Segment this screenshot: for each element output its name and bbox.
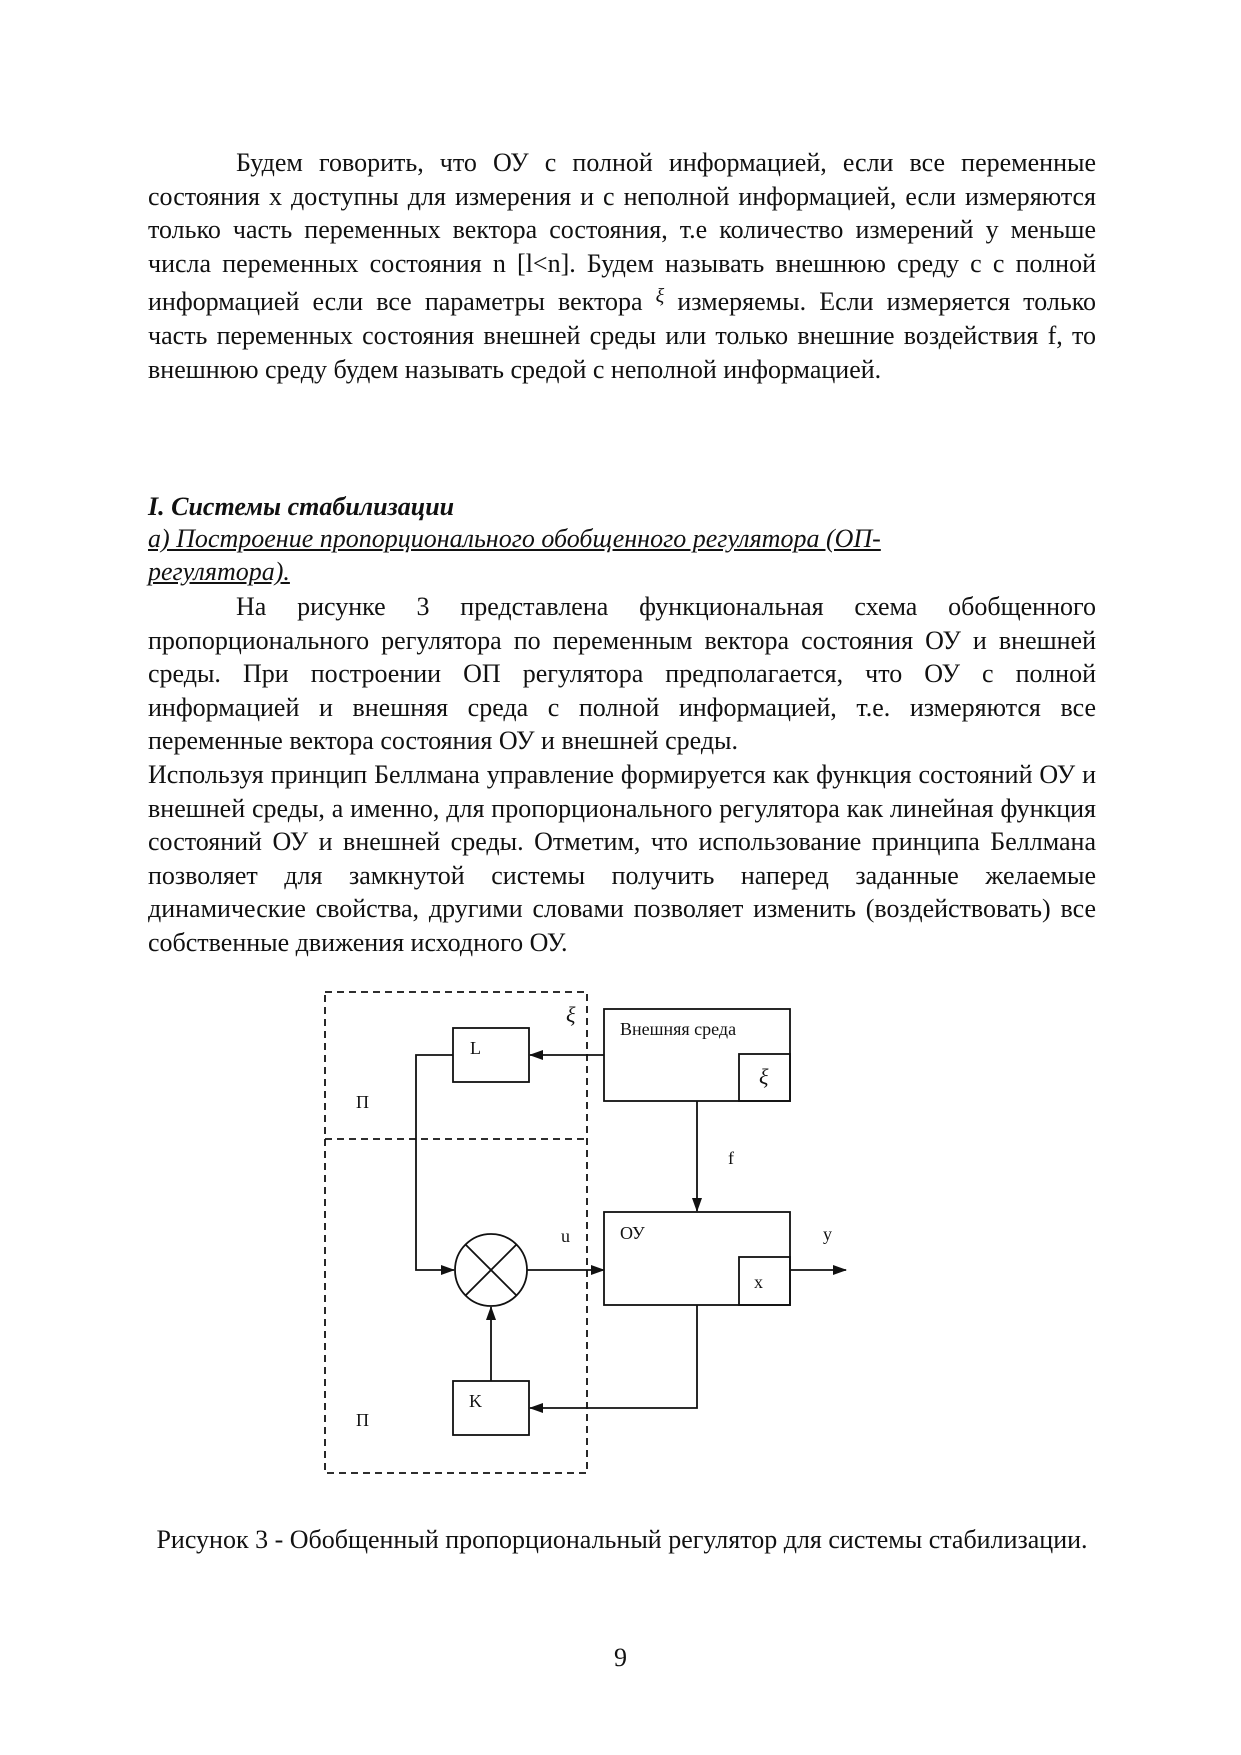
plant-state-box: [739, 1257, 790, 1305]
xi-signal-label: ξ: [566, 1002, 576, 1027]
environment-block: [604, 1009, 790, 1101]
L-block-label: L: [470, 1038, 481, 1058]
regulator-upper-label: П: [356, 1092, 369, 1112]
paragraph-bellman-principle: Используя принцип Беллмана управление формируется как функция состояний ОУ и внешней среды, а именно, для пропорционального регулятора как линейная функция состояний ОУ и внешней среды. Отметим, что использование принципа Беллмана позволяет для замкнутой системы получить наперед заданные желаемые динамические свойства, другими словами позволяет изменить (воздействовать) все собственные движения исходного ОУ.: [148, 759, 1096, 957]
regulator-dashed-boundary: [325, 992, 587, 1473]
plant-state-label: x: [754, 1272, 763, 1292]
regulator-lower-label: П: [356, 1410, 369, 1430]
plant-block: [604, 1212, 790, 1305]
figure-caption: Рисунок 3 - Обобщенный пропорциональный регулятор для системы стабилизации.: [156, 1525, 1088, 1554]
u-label: u: [561, 1226, 570, 1246]
x-feedback-line: [530, 1305, 697, 1408]
paragraph-1-part-1: Будем говорить, что ОУ с полной информацией, если все переменные состояния x доступны для измерения и с неполной информацией, если измеряются только часть переменных вектора состояния, т.е количество измерений y меньше числа переменных состояния n [l<n]. Будем называть внешнюю среду с с полной информацией если все параметры вектора: [148, 148, 1096, 317]
summing-junction-cross-b: [466, 1245, 517, 1296]
y-label: y: [823, 1224, 832, 1244]
summing-junction-cross-a: [466, 1245, 517, 1296]
paragraph-1-part-2: измеряемы. Если измеряется только часть переменных состояния внешней среды или только внешние воздействия f, то внешнюю среду будем называть средой с неполной информацией.: [148, 287, 1097, 384]
body-paragraphs: [148, 590, 1096, 960]
paragraph-full-information: [148, 146, 1096, 386]
environment-state-box: [739, 1054, 790, 1101]
f-label: f: [728, 1148, 734, 1168]
environment-label: Внешняя среда: [620, 1019, 737, 1039]
L-to-summer-line: [416, 1055, 454, 1270]
paragraph-figure-description: На рисунке 3 представлена функциональная схема обобщенного пропорционального регулятора по переменным вектора состояния ОУ и внешней среды. При построении ОП регулятора предполагается, что ОУ с полной информацией и внешняя среда с полной информацией, т.е. измеряются все переменные вектора состояния ОУ и внешней среды.: [148, 592, 1096, 756]
K-block: [453, 1381, 529, 1435]
page-number: 9: [614, 1643, 627, 1672]
subsection-title: а) Построение пропорционального обобщенного регулятора (ОП-регулятора).: [148, 524, 881, 586]
summing-junction: [455, 1234, 527, 1306]
L-block: [453, 1028, 529, 1082]
plant-label: ОУ: [620, 1223, 645, 1243]
environment-state-label: ξ: [759, 1064, 769, 1089]
K-block-label: K: [469, 1391, 482, 1411]
xi-symbol: ξ: [655, 285, 665, 308]
section-title: I. Системы стабилизации: [148, 492, 455, 521]
